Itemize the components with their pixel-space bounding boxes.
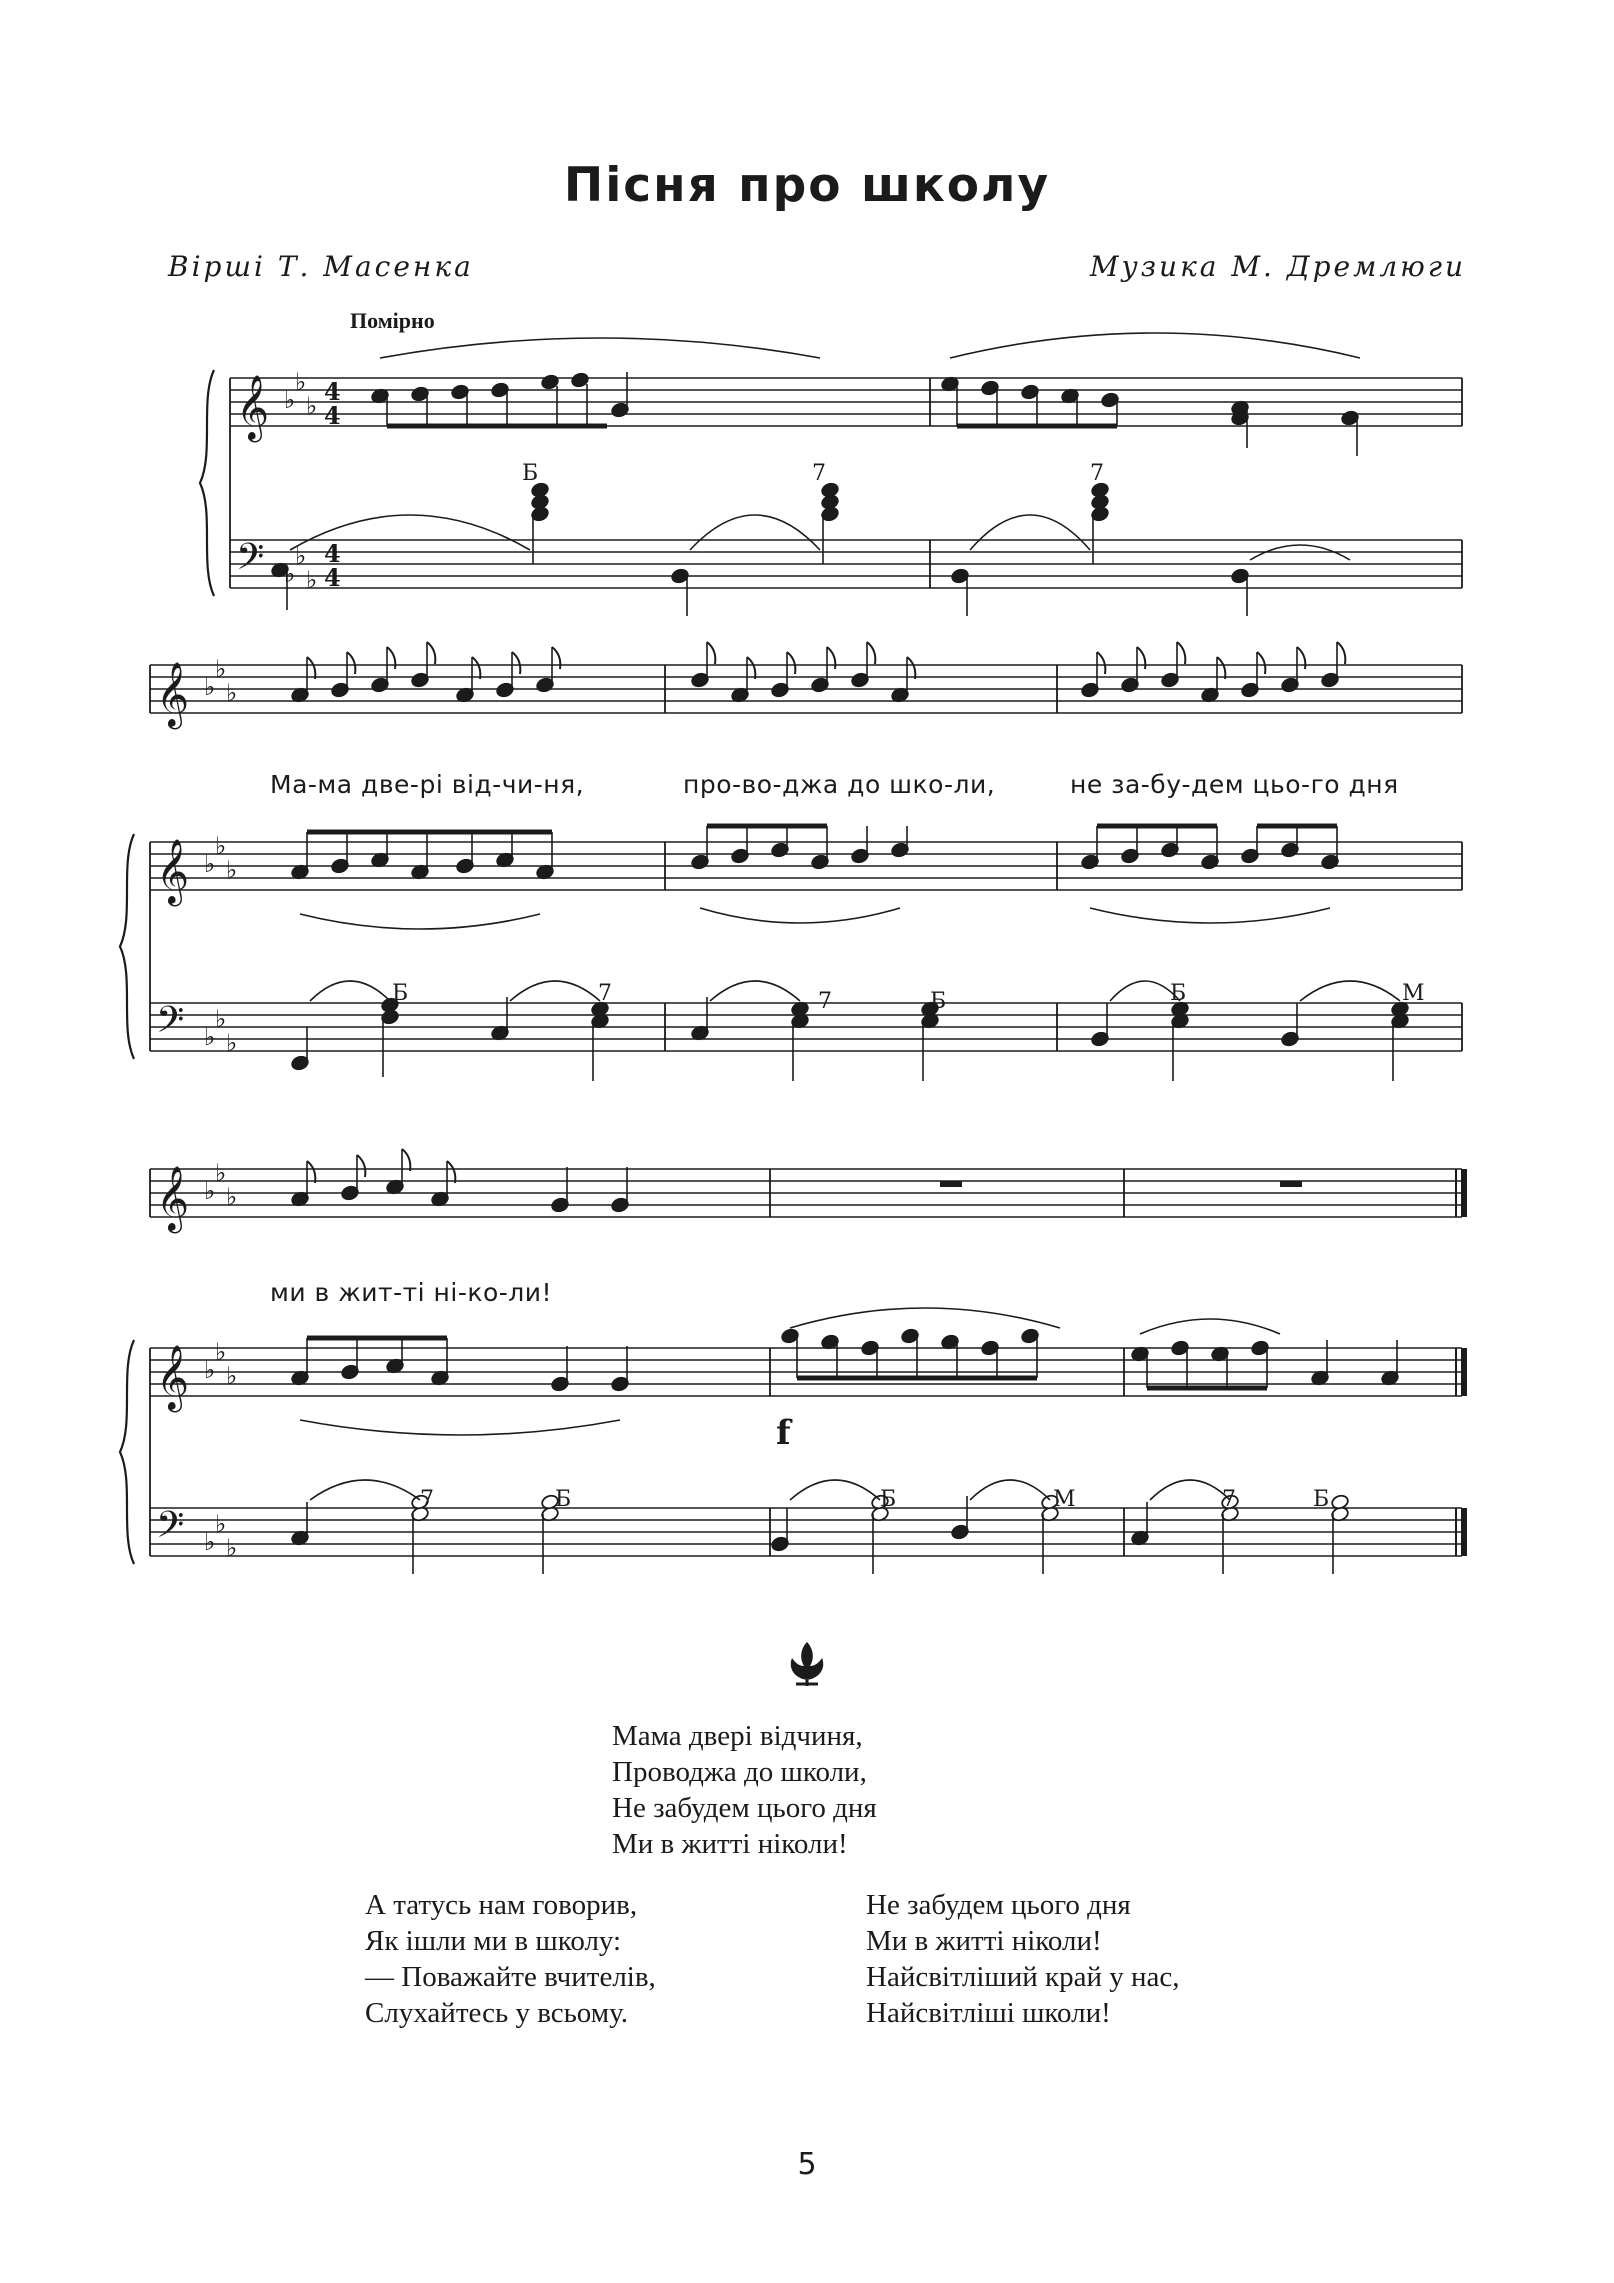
treble-clef-icon: 𝄞	[236, 375, 270, 440]
lyrics-line-1c: не за-бу-дем цьо-го дня	[1070, 770, 1399, 799]
flat-icon: ♭	[284, 386, 296, 414]
treble-clef-icon: 𝄞	[156, 1345, 190, 1410]
chord-label: Б	[522, 461, 539, 486]
flag	[307, 657, 315, 679]
flag	[1097, 652, 1105, 674]
chord-label: 7	[812, 461, 826, 486]
flat-icon: ♭	[284, 560, 296, 588]
slur	[510, 981, 600, 1001]
flag	[907, 657, 915, 679]
verse-line: Мама двері відчиня,	[612, 1720, 863, 1752]
slur	[700, 908, 900, 923]
flag	[867, 642, 875, 664]
slur	[310, 981, 390, 1001]
flat-icon: ♭	[295, 542, 307, 570]
chord-label: 7	[598, 981, 612, 1006]
flat-icon: ♭	[226, 1534, 238, 1562]
flag	[357, 1155, 365, 1177]
time-signature: 4	[324, 539, 341, 568]
verse-right	[866, 1887, 1180, 2031]
verse-line: Ми в житті ніколи!	[612, 1828, 848, 1860]
slur	[1150, 1480, 1230, 1500]
flag	[402, 1149, 410, 1171]
slur	[790, 1308, 1060, 1328]
time-signature: 4	[324, 401, 341, 430]
flag	[447, 1161, 455, 1183]
flat-icon: ♭	[215, 1005, 227, 1033]
flat-icon: ♭	[204, 673, 216, 701]
flag	[1337, 642, 1345, 664]
bass-clef-icon: 𝄢	[236, 536, 265, 587]
time-signature: 4	[324, 377, 341, 406]
flat-icon: ♭	[215, 832, 227, 860]
verse-line: Найсвітліші школи!	[866, 1997, 1111, 2029]
chord-label: М	[1053, 1487, 1076, 1512]
flat-icon: ♭	[204, 1177, 216, 1205]
slur	[310, 1480, 420, 1500]
verse-line: Слухайтесь у всьому.	[365, 1997, 628, 2029]
verse-line: Не забудем цього дня	[612, 1792, 877, 1824]
slur	[380, 338, 820, 358]
slur	[690, 515, 820, 550]
flag	[707, 642, 715, 664]
chord-label: 7	[818, 989, 832, 1014]
slur	[1090, 908, 1330, 923]
flat-icon: ♭	[226, 1362, 238, 1390]
chord-label: Б	[930, 989, 947, 1014]
brace	[120, 1340, 134, 1564]
chord-label: 7	[1222, 1487, 1236, 1512]
treble-clef-icon: 𝄞	[156, 1166, 190, 1231]
verse-line: Не забудем цього дня	[866, 1889, 1131, 1921]
flat-icon: ♭	[226, 1183, 238, 1211]
flat-icon: ♭	[204, 1528, 216, 1556]
slur	[710, 981, 800, 1001]
flat-icon: ♭	[306, 566, 318, 594]
treble-clef-icon: 𝄞	[156, 662, 190, 727]
slur	[300, 1420, 620, 1435]
flat-icon: ♭	[215, 1510, 227, 1538]
flat-icon: ♭	[215, 1159, 227, 1187]
flat-icon: ♭	[204, 1023, 216, 1051]
flag	[1177, 642, 1185, 664]
flag	[1257, 652, 1265, 674]
flat-icon: ♭	[204, 850, 216, 878]
chord-label: Б	[555, 1487, 572, 1512]
flat-icon: ♭	[204, 1356, 216, 1384]
chord-label: М	[1402, 981, 1425, 1006]
whole-rest	[940, 1181, 962, 1187]
slur	[1140, 1319, 1280, 1334]
chord-label: Б	[880, 1487, 897, 1512]
flat-icon: ♭	[226, 856, 238, 884]
verse-left	[365, 1887, 656, 2031]
slur	[790, 1480, 880, 1500]
chord-label: Б	[1313, 1487, 1330, 1512]
slur	[970, 515, 1090, 550]
chord-label: 7	[420, 1487, 434, 1512]
flat-icon: ♭	[226, 679, 238, 707]
slur	[950, 333, 1360, 358]
verse-refrain	[612, 1718, 877, 1862]
verse-line: Проводжа до школи,	[612, 1756, 867, 1788]
flag	[512, 652, 520, 674]
tempo-marking: Помірно	[350, 308, 435, 333]
whole-rest	[1280, 1181, 1302, 1187]
chord-label: Б	[392, 981, 409, 1006]
flat-icon: ♭	[226, 1029, 238, 1057]
time-signature: 4	[324, 563, 341, 592]
chord-label: Б	[1170, 981, 1187, 1006]
slur	[970, 1480, 1050, 1500]
flat-icon: ♭	[295, 368, 307, 396]
verse-line: — Поважайте вчителів,	[365, 1961, 656, 1993]
flag	[747, 657, 755, 679]
flat-icon: ♭	[215, 655, 227, 683]
notes	[270, 333, 1409, 1574]
lyricist-credit: Вірші Т. Масенка	[168, 250, 474, 283]
flag	[347, 652, 355, 674]
flat-icon: ♭	[215, 1338, 227, 1366]
brace	[120, 834, 134, 1059]
lyrics-line-1a: Ма-ма две-рі від-чи-ня,	[270, 770, 585, 799]
verse-line: Ми в житті ніколи!	[866, 1925, 1102, 1957]
verse-line: Як ішли ми в школу:	[365, 1925, 622, 1957]
slur	[300, 914, 540, 929]
flat-icon: ♭	[306, 392, 318, 420]
verse-line: А татусь нам говорив,	[365, 1889, 638, 1921]
chord-label: 7	[1090, 461, 1104, 486]
dynamic-marking: f	[776, 1413, 791, 1453]
flag	[307, 1161, 315, 1183]
flag	[472, 657, 480, 679]
bass-clef-icon: 𝄢	[156, 999, 185, 1050]
tulip-ornament-icon	[782, 1640, 832, 1686]
page-number: 5	[797, 2147, 817, 2182]
flag	[427, 642, 435, 664]
verse-line: Найсвітліший край у нас,	[866, 1961, 1180, 1993]
bass-clef-icon: 𝄢	[156, 1504, 185, 1555]
brace	[200, 370, 214, 596]
song-title: Пісня про школу	[563, 158, 1051, 213]
composer-credit: Музика М. Дремлюги	[1089, 250, 1466, 283]
treble-clef-icon: 𝄞	[156, 839, 190, 904]
staves	[120, 370, 1464, 1564]
chord-labels	[156, 368, 1425, 1562]
flag	[1217, 657, 1225, 679]
lyrics-line-1b: про-во-джа до шко-ли,	[683, 770, 996, 799]
slur	[1300, 981, 1400, 1001]
lyrics-line-2: ми в жит-ті ні-ко-ли!	[270, 1278, 553, 1307]
flag	[787, 652, 795, 674]
